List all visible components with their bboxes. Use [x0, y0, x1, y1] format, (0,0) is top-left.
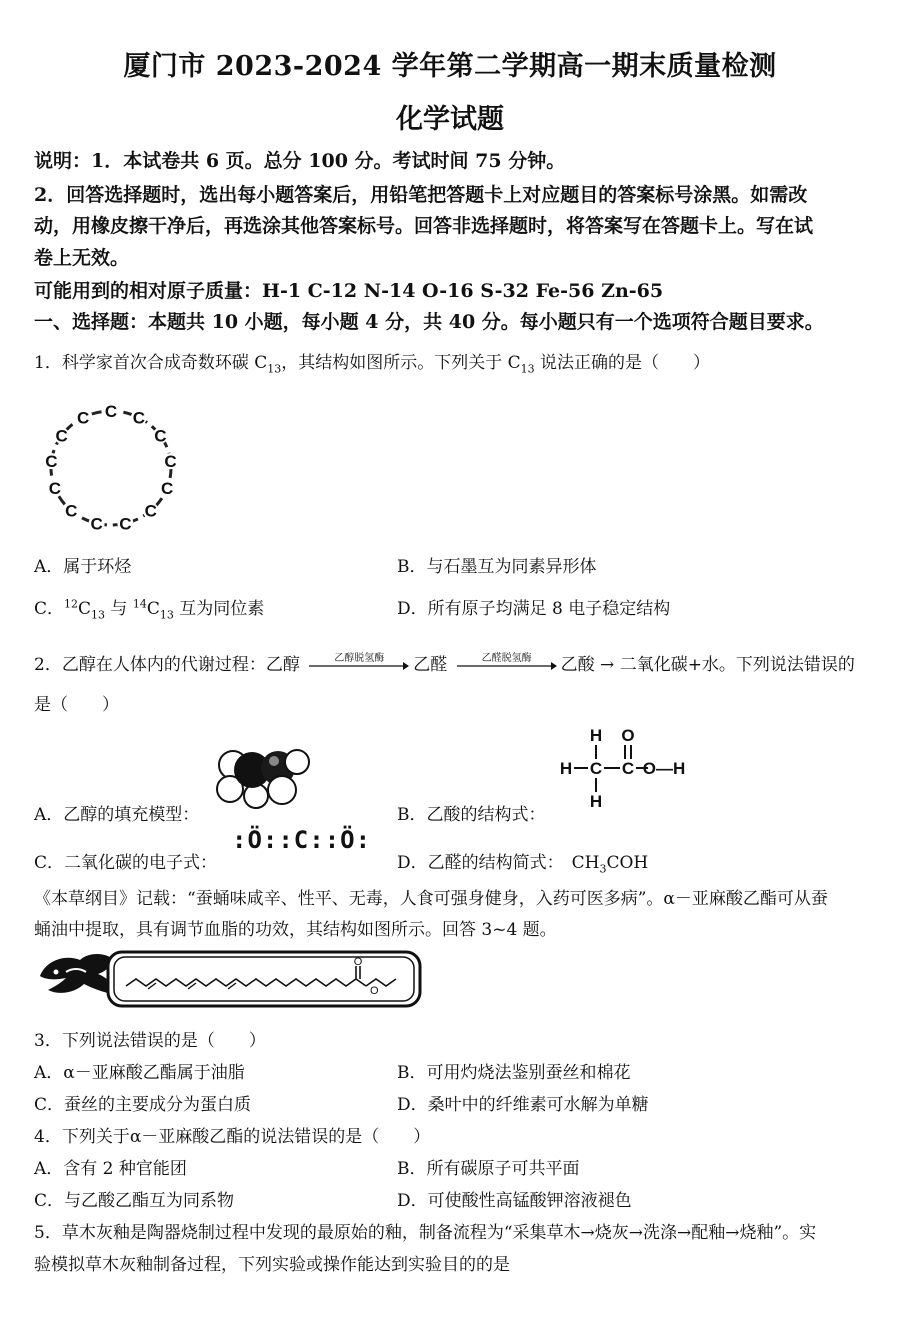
ring-carbon-atom: C	[65, 501, 78, 521]
instruction-line-3: 动，用橡皮擦干净后，再选涂其他答案标号。回答非选择题时，将答案写在答题卡上。写在试	[34, 215, 814, 237]
ring-carbon-atom: C	[55, 426, 68, 446]
ring-carbon-atom: C	[90, 514, 103, 534]
silkworm-ester-figure	[36, 946, 424, 1014]
q2-stem-continued: 是（ ）	[34, 695, 119, 715]
q3-option-d[interactable]: D．桑叶中的纤维素可水解为单糖	[397, 1095, 649, 1115]
reaction-arrow-1: 乙醇脱氢酶	[309, 661, 409, 671]
q2-stem: 2．乙醇在人体内的代谢过程：乙醇 乙醇脱氢酶 乙醛 乙醛脱氢酶 乙酸 → 二氧化碳+水。下列说法错误的	[34, 652, 855, 675]
q1-option-b[interactable]: B．与石墨互为同素异形体	[397, 557, 597, 577]
q1-stem: 1．科学家首次合成奇数环碳 $C_{13}$，其结构如图所示。下列关于 $C_{13}$ 说法正确的是（ ）	[34, 353, 711, 376]
ring-carbon-atom: C	[119, 514, 132, 534]
instruction-line-1: 说明：1．本试卷共 6 页。总分 100 分。考试时间 75 分钟。	[34, 150, 566, 172]
exam-title: 厦门市 2023-2024 学年第二学期高一期末质量检测	[123, 51, 777, 82]
q1-option-d[interactable]: D．所有原子均满足 8 电子稳定结构	[397, 599, 671, 619]
svg-text:C: C	[589, 759, 603, 778]
q4-option-d[interactable]: D．可使酸性高锰酸钾溶液褪色	[397, 1191, 632, 1211]
svg-text:O: O	[353, 956, 363, 968]
passage-line-1: 《本草纲目》记载：“蚕蛹味咸辛、性平、无毒，人食可强身健身，入药可医多病”。α－亚麻酸乙酯可从蚕	[34, 889, 828, 909]
ring-carbon-atom: C	[144, 501, 157, 521]
q1-option-a[interactable]: A．属于环烃	[34, 557, 132, 577]
instruction-line-4: 卷上无效。	[34, 247, 130, 269]
q2-option-c[interactable]: C．二氧化碳的电子式：	[34, 853, 218, 873]
svg-text:H: H	[559, 759, 573, 778]
ring-carbon-atom: C	[76, 408, 90, 428]
svg-text:O: O	[370, 985, 379, 997]
q3-option-c[interactable]: C．蚕丝的主要成分为蛋白质	[34, 1095, 252, 1115]
svg-text:O—H: O—H	[642, 759, 686, 778]
exam-subtitle: 化学试题	[396, 104, 504, 135]
passage-line-2: 蛹油中提取，具有调节血脂的功效，其结构如图所示。回答 3~4 题。	[34, 920, 557, 940]
section-heading: 一、选择题：本题共 10 小题，每小题 4 分，共 40 分。每小题只有一个选项符合题目要求。	[34, 311, 824, 333]
svg-text:O: O	[621, 726, 635, 745]
ring-carbon-atom: C	[164, 452, 177, 472]
q4-option-b[interactable]: B．所有碳原子可共平面	[397, 1159, 580, 1179]
ring-carbon-atom: C	[132, 408, 146, 428]
q5-stem-line-1: 5．草木灰釉是陶器烧制过程中发现的最原始的釉，制备流程为“采集草木→烧灰→洗涤→配釉→烧釉”。实	[34, 1223, 817, 1243]
q3-stem: 3．下列说法错误的是（ ）	[34, 1031, 266, 1051]
q5-stem-line-2: 验模拟草木灰釉制备过程，下列实验或操作能达到实验目的的是	[34, 1255, 510, 1275]
acetic-acid-structure	[552, 721, 692, 813]
reaction-arrow-2: 乙醛脱氢酶	[457, 661, 557, 671]
q3-option-b[interactable]: B．可用灼烧法鉴别蚕丝和棉花	[397, 1063, 631, 1083]
q2-option-d[interactable]: D．乙醛的结构简式： $CH_3COH$	[397, 853, 649, 876]
ring-carbon-atom: C	[154, 426, 167, 446]
q4-option-a[interactable]: A．含有 2 种官能团	[34, 1159, 187, 1179]
svg-text:H: H	[589, 726, 603, 745]
q3-option-a[interactable]: A．α－亚麻酸乙酯属于油脂	[34, 1063, 245, 1083]
q2-option-b[interactable]: B．乙酸的结构式：	[397, 805, 546, 825]
ring-carbon-atom: C	[160, 479, 174, 499]
atomic-masses: 可能用到的相对原子质量：H-1 C-12 N-14 O-16 S-32 Fe-56 Zn-65	[34, 280, 664, 302]
ring-carbon-atom: C	[48, 479, 62, 499]
q4-option-c[interactable]: C．与乙酸乙酯互为同系物	[34, 1191, 235, 1211]
svg-text:C: C	[621, 759, 635, 778]
instruction-line-2: 2．回答选择题时，选出每小题答案后，用铅笔把答题卡上对应题目的答案标号涂黑。如需改	[34, 184, 808, 206]
ring-carbon-atom: C	[104, 402, 118, 421]
ring-carbon-atom: C	[45, 452, 58, 472]
q2-option-a[interactable]: A．乙醇的填充模型：	[34, 805, 200, 825]
q1-option-c[interactable]: C．$^{12}C_{13}$ 与 $^{14}C_{13}$ 互为同位素	[34, 597, 265, 622]
co2-electron-formula: :Ö::C::Ö:	[232, 826, 372, 854]
q4-stem: 4．下列关于α－亚麻酸乙酯的说法错误的是（ ）	[34, 1127, 431, 1147]
svg-text:H: H	[589, 792, 603, 811]
c13-ring-figure	[36, 398, 186, 538]
ethanol-space-filling-model	[216, 744, 312, 810]
